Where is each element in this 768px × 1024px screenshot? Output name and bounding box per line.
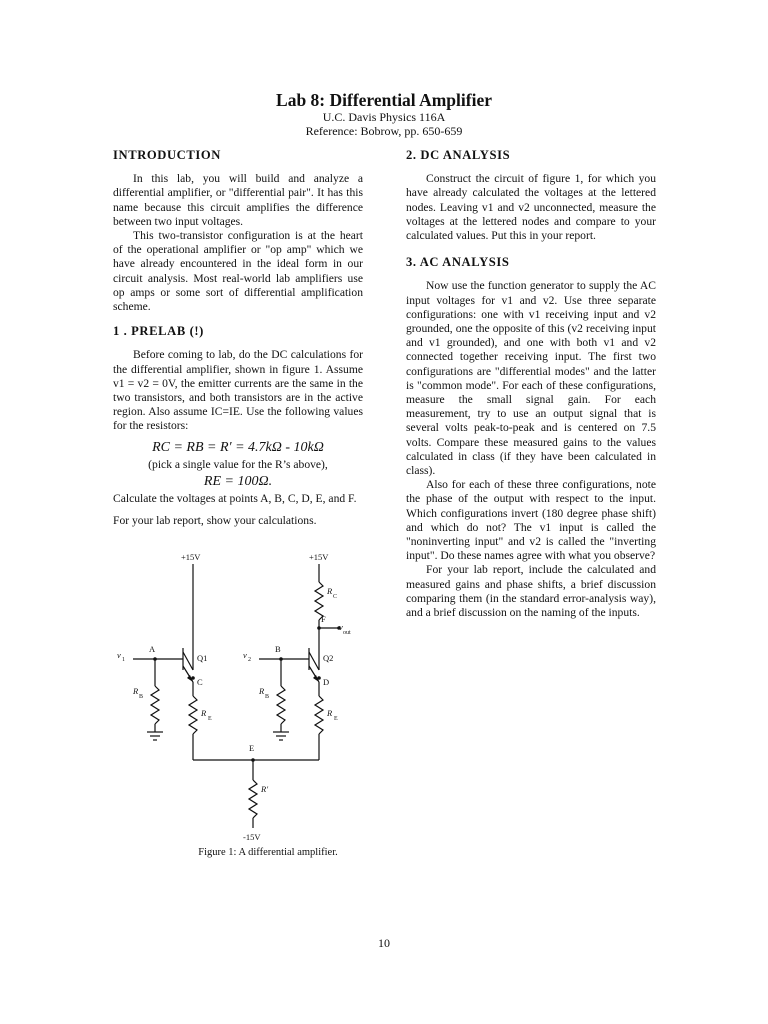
left-re-label: R bbox=[201, 708, 207, 718]
intro-paragraph-2: This two-transistor configuration is at the heart of the operational amplifier or "op amp" which we have already encountered in the ideal form in our circuit analysis. Most real-world lab amplifiers use op amps or some sort of differential amplification scheme. bbox=[113, 229, 363, 314]
svg-text:C: C bbox=[333, 594, 338, 600]
node-b-label: B bbox=[275, 644, 281, 654]
node-e-label: E bbox=[249, 743, 255, 753]
reference-line: Reference: Bobrow, pp. 650-659 bbox=[305, 124, 463, 138]
right-supply-label: +15V bbox=[309, 552, 329, 562]
svg-text:out: out bbox=[343, 630, 351, 636]
v1-label: v bbox=[117, 650, 121, 660]
node-c-label: C bbox=[197, 677, 203, 687]
lab-report-calc-text: For your lab report, show your calculations. bbox=[113, 514, 317, 528]
left-supply-label: +15V bbox=[181, 552, 201, 562]
left-column bbox=[113, 148, 363, 528]
r-prime-label: R′ bbox=[261, 784, 269, 794]
node-a-label: A bbox=[149, 644, 156, 654]
q2-label: Q2 bbox=[323, 653, 334, 663]
dc-paragraph: Construct the circuit of figure 1, for which you have already calculated the voltages at the lettered nodes. Leaving v1 and v2 unconnected, measure the voltages at the lettered nodes and compare to your calculated values. Put this in your report. bbox=[406, 172, 656, 243]
left-rb-label: R bbox=[133, 686, 139, 696]
svg-text:B: B bbox=[265, 694, 270, 700]
svg-text:E: E bbox=[334, 716, 338, 722]
svg-text:E: E bbox=[208, 716, 212, 722]
course-line: U.C. Davis Physics 116A bbox=[322, 110, 446, 124]
prelab-heading: 1 . PRELAB (!) bbox=[113, 324, 204, 339]
page-number: 10 bbox=[378, 936, 390, 950]
differential-amplifier-schematic bbox=[113, 548, 393, 848]
dc-analysis-heading: 2. DC ANALYSIS bbox=[406, 148, 511, 162]
ac-paragraph-2: Also for each of these three configurations, note the phase of the output with respect to the input. Which configurations invert (180 degree phase shift) and which do not? The v1 input is called the "noninverting input" and v2 is called the "inverting input". Do these names agree with what you observe? bbox=[406, 478, 656, 563]
ac-analysis-heading: 3. AC ANALYSIS bbox=[406, 255, 510, 270]
prelab-paragraph: Before coming to lab, do the DC calculations for the differential amplifier, shown in figure 1. Assume v1 = v2 = 0V, the emitter currents are the same in the two transistors, and both transistors are in the active region. Also assume IC=IE. Use the following values for the resistors: bbox=[113, 348, 363, 433]
page-title: Lab 8: Differential Amplifier bbox=[276, 90, 492, 110]
svg-text:B: B bbox=[139, 694, 144, 700]
right-column bbox=[406, 148, 656, 620]
right-re-label: R bbox=[327, 708, 333, 718]
rc-label: R bbox=[327, 586, 333, 596]
introduction-heading: INTRODUCTION bbox=[113, 148, 221, 162]
node-d-label: D bbox=[323, 677, 330, 687]
intro-paragraph-1: In this lab, you will build and analyze a differential amplifier, or "differential pair". It has this name because this circuit amplifies the difference between two input voltages. bbox=[113, 172, 363, 228]
q1-label: Q1 bbox=[197, 653, 208, 663]
negative-supply-label: -15V bbox=[243, 832, 261, 842]
ac-paragraph-3: For your lab report, include the calculated and measured gains and phase shifts, a brief discussion comparing them (in the standard error-analysis way), and a brief discussion on the naming of the inputs. bbox=[406, 563, 656, 620]
right-rb-label: R bbox=[259, 686, 265, 696]
v2-label: v bbox=[243, 650, 247, 660]
svg-text:2: 2 bbox=[248, 657, 251, 663]
svg-text:1: 1 bbox=[122, 657, 125, 663]
node-f-label: F bbox=[321, 614, 326, 624]
resistor-equation: RC = RB = R′ = 4.7kΩ - 10kΩ bbox=[152, 439, 324, 455]
ac-paragraph-1: Now use the function generator to supply the AC input voltages for v1 and v2. Use three separate configurations: one with v1 receiving input and v2 grounded, one the opposite of this (v2 receiving input and v1 grounded), and one with both v1 and v2 connected together receiving input. The first two configurations are "differential modes" and the latter is "common mode". For each of these configurations, measure the small signal gain. For each measurement, try to use an output signal that is several volts peak-to-peak and is centered on 7.5 volts. Compare these measured gains to the values calculated in class (if they have been calculated in class). bbox=[406, 279, 656, 478]
re-equation: RE = 100Ω. bbox=[203, 473, 273, 489]
figure-caption: Figure 1: A differential amplifier. bbox=[198, 847, 338, 858]
pick-value-note: (pick a single value for the R’s above), bbox=[148, 457, 328, 471]
calculate-voltages-text: Calculate the voltages at points A, B, C, D, E, and F. bbox=[113, 491, 357, 505]
vout-label: v bbox=[339, 622, 343, 632]
